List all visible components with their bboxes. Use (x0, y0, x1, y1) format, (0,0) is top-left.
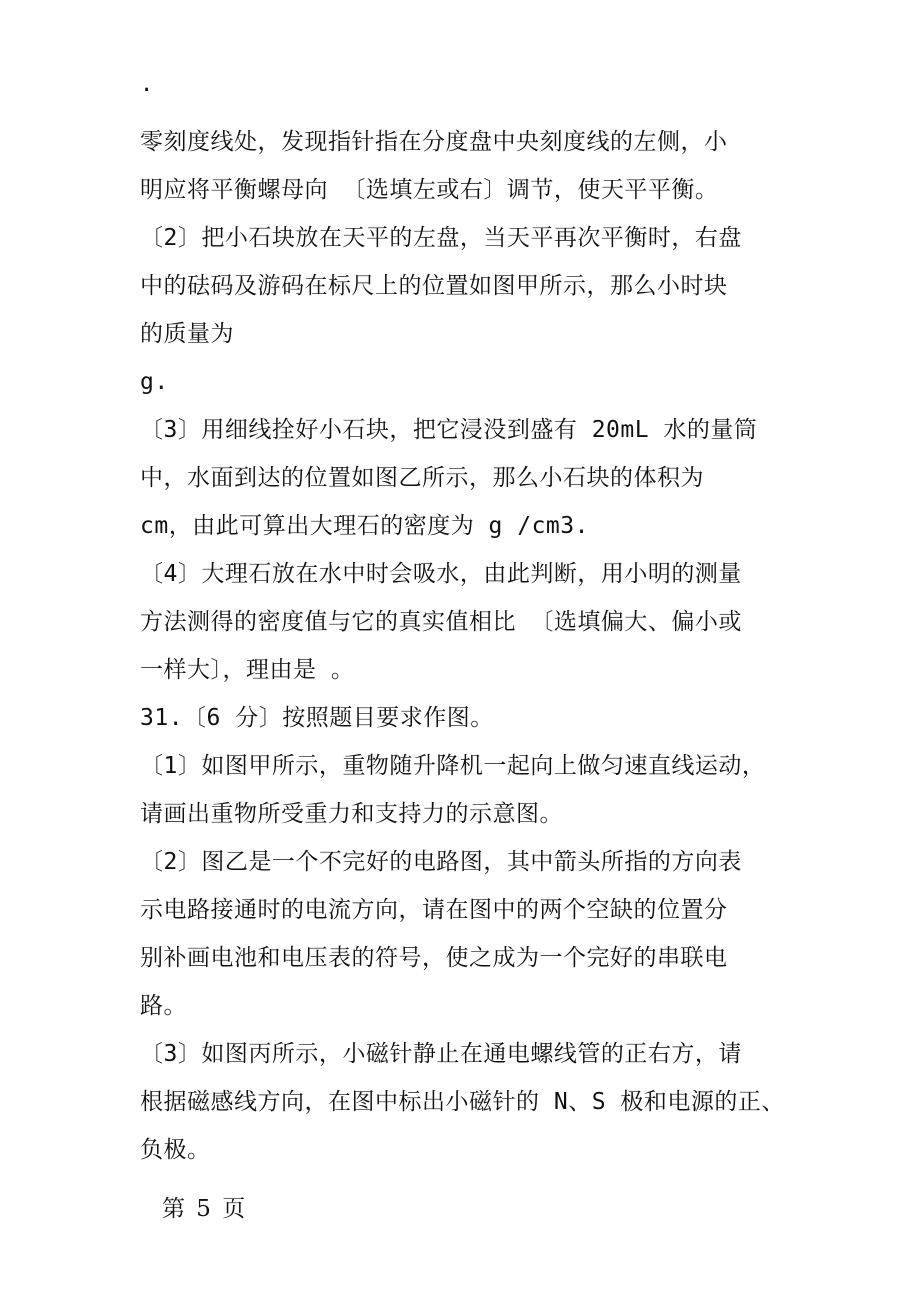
text-line: 一样大〕，理由是 。 (140, 657, 355, 683)
text-line: 31.〔6 分〕按照题目要求作图。 (140, 705, 494, 731)
text-line: g. (140, 369, 169, 395)
text-line: 〔2〕把小石块放在天平的左盘，当天平再次平衡时，右盘 (140, 225, 742, 251)
text-line: 示电路接通时的电流方向，请在图中的两个空缺的位置分 (140, 897, 728, 923)
header-mark: . (140, 72, 154, 97)
text-line: 路。 (140, 993, 187, 1019)
text-line: 别补画电池和电压表的符号，使之成为一个完好的串联电 (140, 945, 728, 971)
text-line: 〔3〕如图丙所示，小磁针静止在通电螺线管的正右方，请 (140, 1041, 742, 1067)
text-line: 中，水面到达的位置如图乙所示，那么小石块的体积为 (140, 465, 704, 491)
text-line: 中的砝码及游码在标尺上的位置如图甲所示，那么小时块 (140, 273, 728, 299)
text-line: 〔4〕大理石放在水中时会吸水，由此判断，用小明的测量 (140, 561, 742, 587)
text-line: 明应将平衡螺母向 〔选填左或右〕调节，使天平平衡。 (140, 177, 719, 203)
body-text (140, 118, 790, 1174)
text-line: cm，由此可算出大理石的密度为 g /cm3. (140, 513, 589, 539)
text-line: 的质量为 (140, 321, 234, 347)
text-line: 〔1〕如图甲所示，重物随升降机一起向上做匀速直线运动， (140, 753, 766, 779)
text-line: 请画出重物所受重力和支持力的示意图。 (140, 801, 563, 827)
text-line: 方法测得的密度值与它的真实值相比 〔选填偏大、偏小或 (140, 609, 742, 635)
page-number: 第 5 页 (162, 1196, 248, 1222)
text-line: 〔3〕用细线拴好小石块，把它浸没到盛有 20mL 水的量筒 (140, 417, 758, 443)
text-line: 零刻度线处，发现指针指在分度盘中央刻度线的左侧，小 (140, 129, 728, 155)
text-line: 根据磁感线方向，在图中标出小磁针的 N、S 极和电源的正、 (140, 1089, 785, 1115)
text-line: 负极。 (140, 1137, 211, 1163)
text-line: 〔2〕图乙是一个不完好的电路图，其中箭头所指的方向表 (140, 849, 742, 875)
